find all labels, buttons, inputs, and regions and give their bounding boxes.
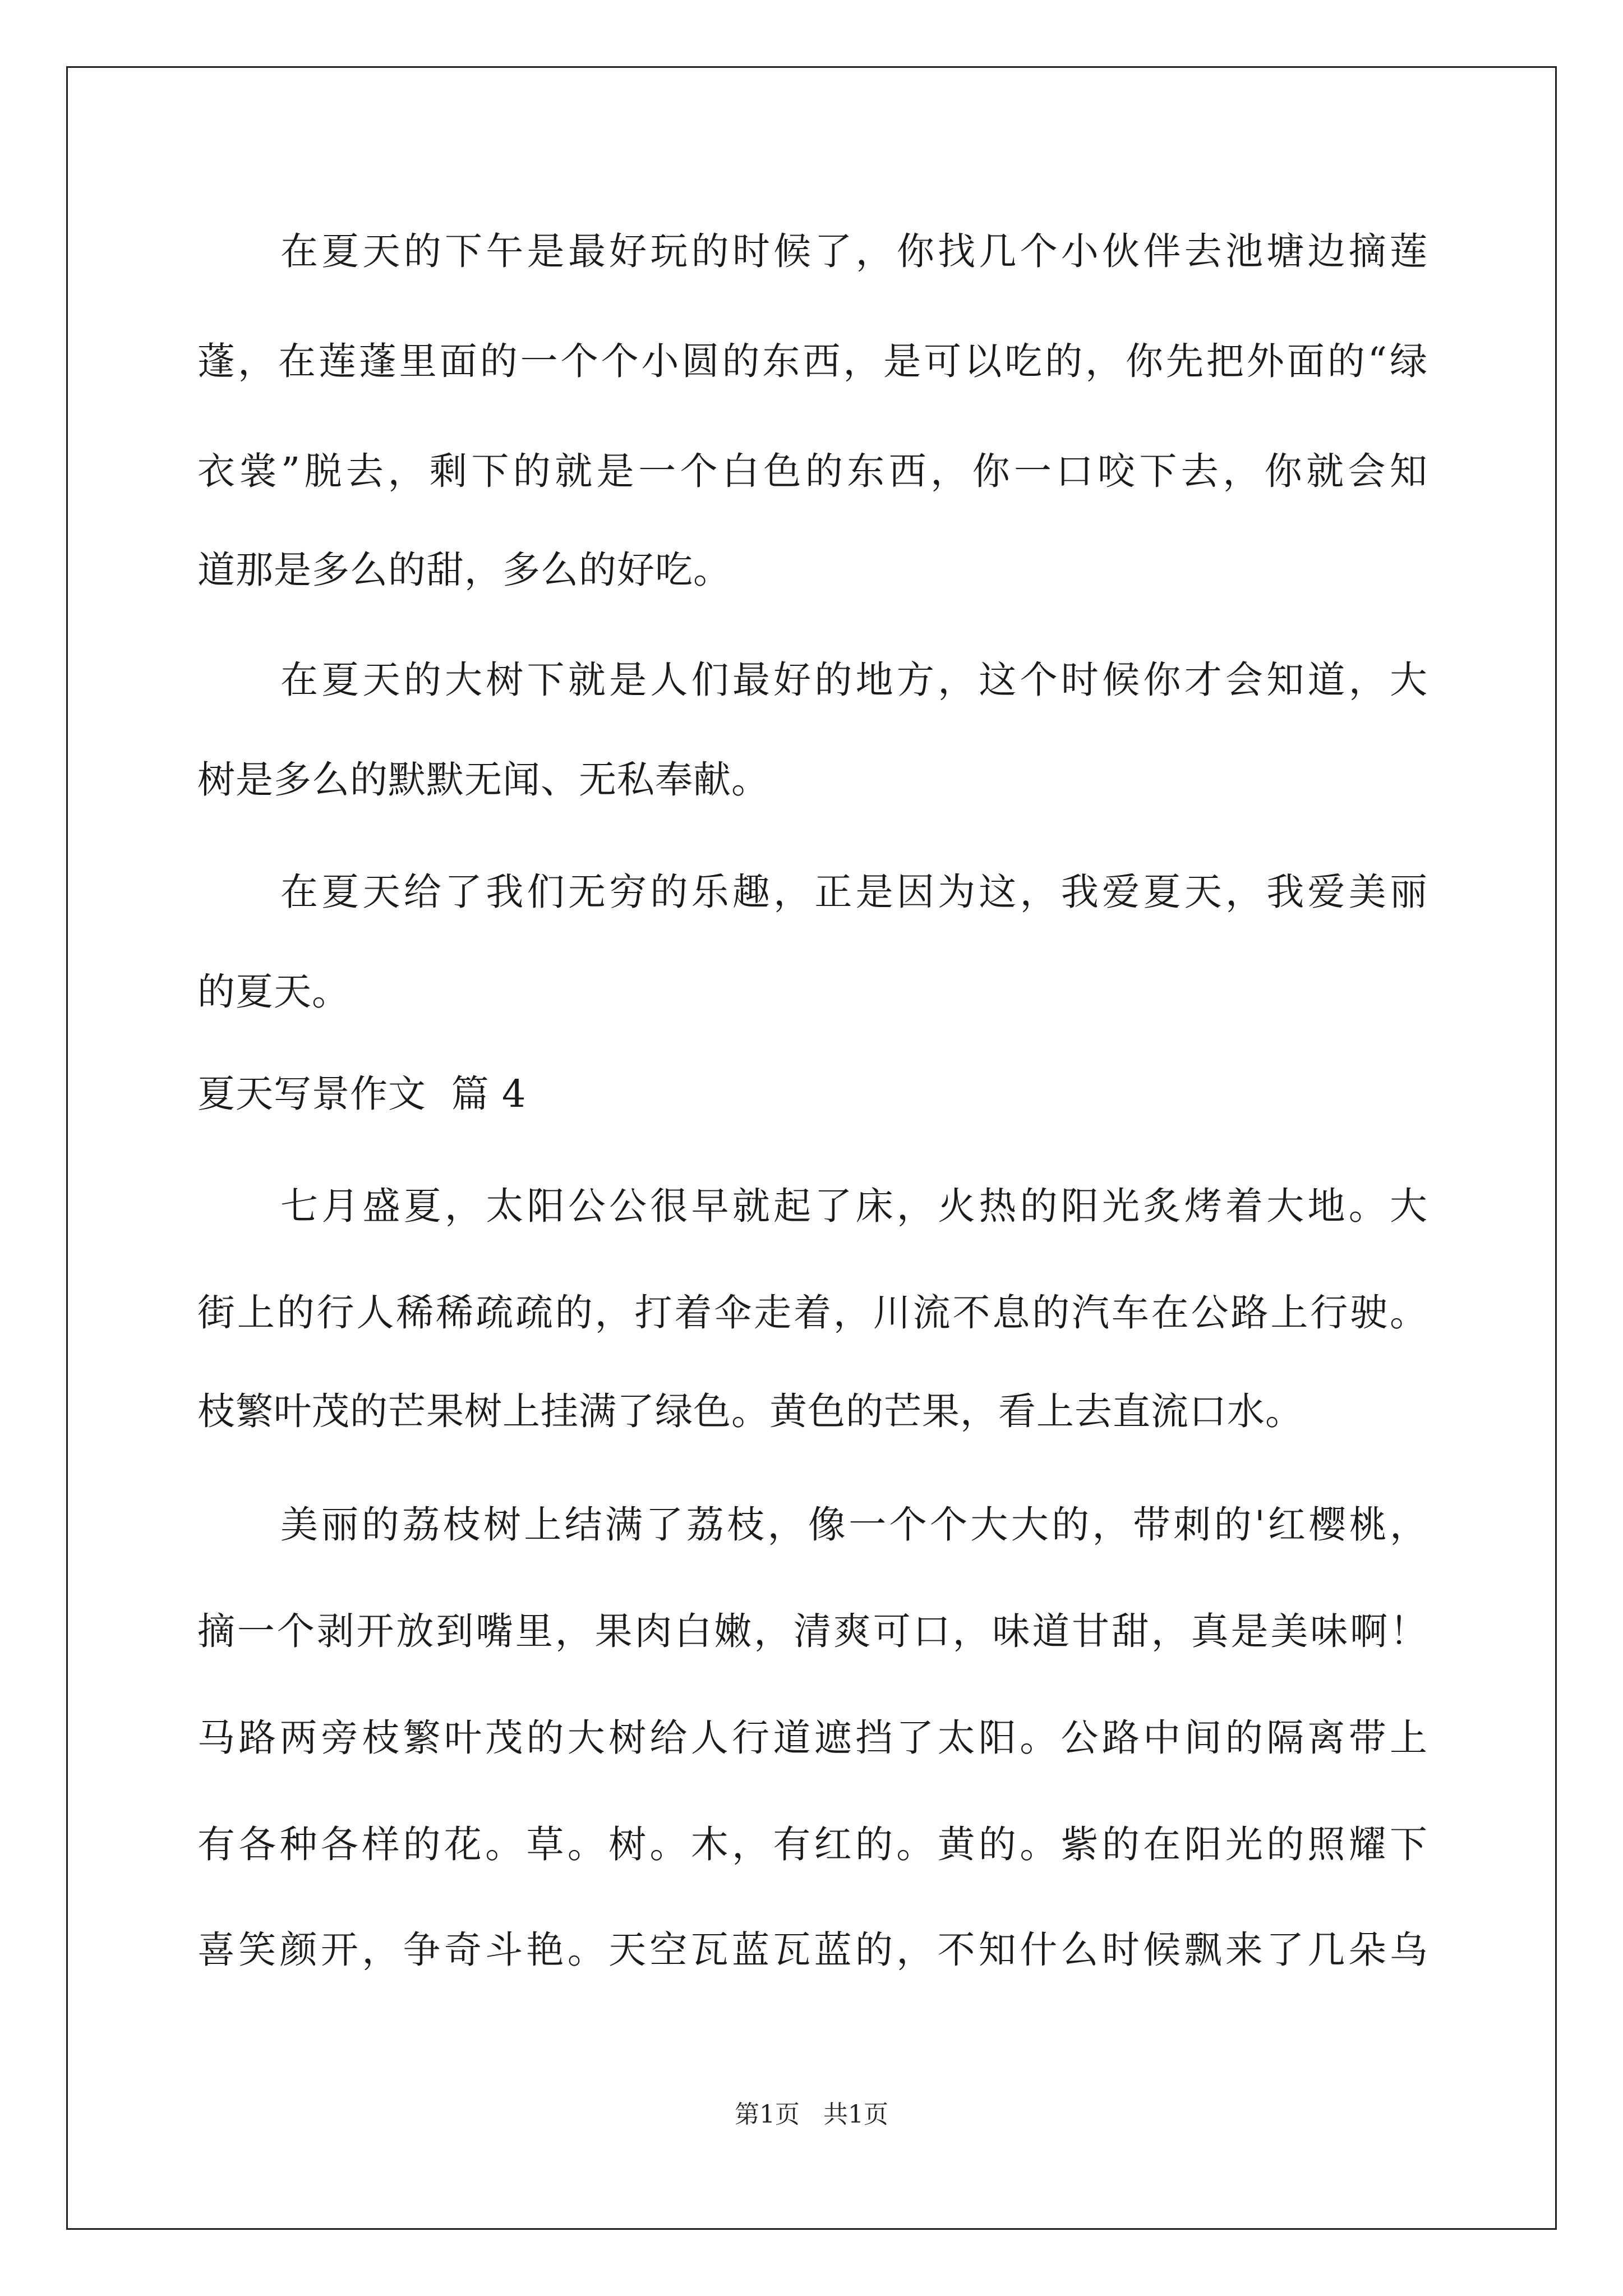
paragraph-line: 的夏天。 xyxy=(197,970,350,1014)
paragraph-line: 蓬，在莲蓬里面的一个个小圆的东西，是可以吃的，你先把外面的“绿 xyxy=(197,339,1428,383)
paragraph-line: 有各种各样的花。草。树。木，有红的。黄的。紫的在阳光的照耀下 xyxy=(197,1823,1428,1866)
paragraph-line: 街上的行人稀稀疏疏的，打着伞走着，川流不息的汽车在公路上行驶。 xyxy=(197,1291,1428,1335)
paragraph-line: 马路两旁枝繁叶茂的大树给人行道遮挡了太阳。公路中间的隔离带上 xyxy=(197,1716,1428,1760)
paragraph-line: 道那是多么的甜，多么的好吃。 xyxy=(197,548,731,592)
page-number-footer: 第1页 共1页 xyxy=(735,2100,888,2129)
paragraph-line: 在夏天的大树下就是人们最好的地方，这个时候你才会知道，大 xyxy=(280,658,1428,702)
paragraph-line: 美丽的荔枝树上结满了荔枝，像一个个大大的，带刺的'红樱桃， xyxy=(280,1503,1428,1547)
section-heading: 夏天写景作文 篇 4 xyxy=(197,1072,527,1116)
paragraph-line: 树是多么的默默无闻、无私奉献。 xyxy=(197,758,769,802)
paragraph-line: 衣裳”脱去，剩下的就是一个白色的东西，你一口咬下去，你就会知 xyxy=(197,449,1428,493)
paragraph-line: 七月盛夏，太阳公公很早就起了床，火热的阳光炙烤着大地。大 xyxy=(280,1184,1428,1228)
paragraph-line: 摘一个剥开放到嘴里，果肉白嫩，清爽可口，味道甘甜，真是美味啊！ xyxy=(197,1609,1428,1653)
paragraph-line: 在夏天给了我们无穷的乐趣，正是因为这，我爱夏天，我爱美丽 xyxy=(280,870,1428,914)
page-border xyxy=(66,66,1557,2230)
paragraph-line: 在夏天的下午是最好玩的时候了，你找几个小伙伴去池塘边摘莲 xyxy=(280,229,1428,273)
paragraph-line: 枝繁叶茂的芒果树上挂满了绿色。黄色的芒果，看上去直流口水。 xyxy=(197,1389,1303,1433)
paragraph-line: 喜笑颜开，争奇斗艳。天空瓦蓝瓦蓝的，不知什么时候飘来了几朵乌 xyxy=(197,1928,1428,1972)
